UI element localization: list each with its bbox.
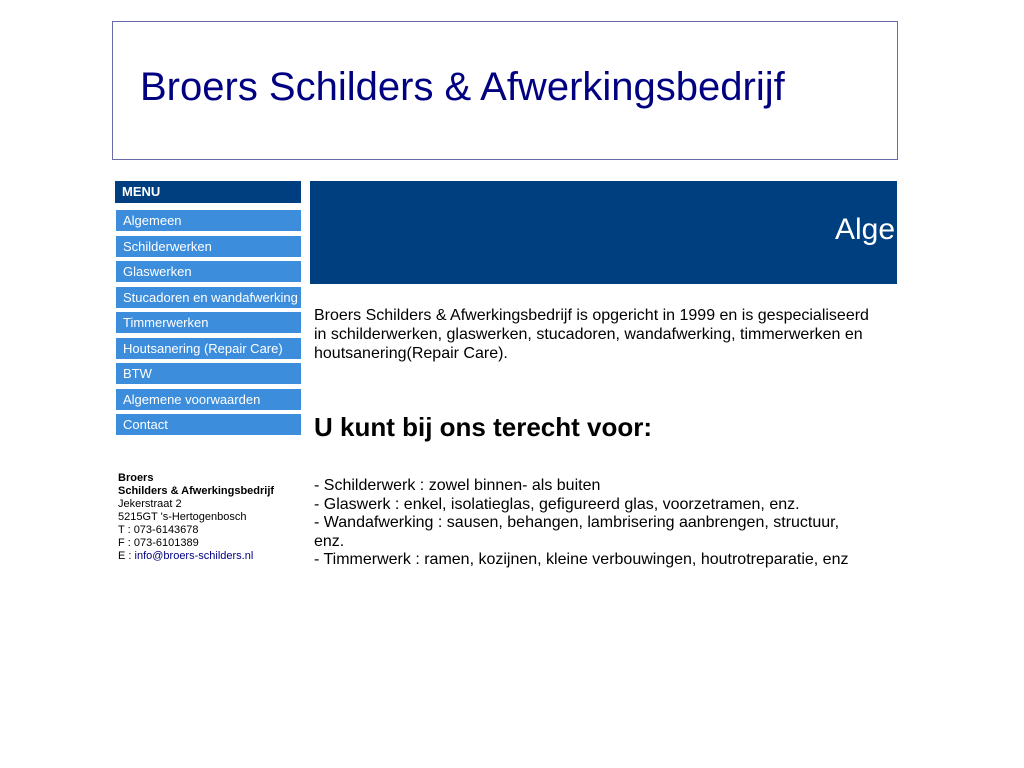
intro-text: Broers Schilders & Afwerkingsbedrijf is opgericht in 1999 en is gespecialiseerd in schilderwerken, glaswerken, stucadoren, wandafwerking, timmerwerken en houtsanering(Repair Care). [314,307,869,362]
phone: T : 073-6143678 [118,524,199,536]
banner-title: Algemeen [835,213,971,246]
menu-item-btw[interactable]: BTW [116,363,301,384]
menu-item-stucadoren[interactable]: Stucadoren en wandafwerking [116,287,301,308]
service-item: - Timmerwerk : ramen, kozijnen, kleine verbouwingen, houtrotreparatie, enz [314,551,849,568]
email-prefix: E : [118,550,135,562]
site-title: Broers Schilders & Afwerkingsbedrijf [140,65,785,109]
company-name-line2: Schilders & Afwerkingsbedrijf [118,485,275,497]
menu-heading: MENU [115,181,301,203]
service-item: - Glaswerk : enkel, isolatieglas, gefigureerd glas, voorzetramen, enz. [314,495,800,513]
menu-list [116,210,301,440]
company-address [118,472,274,563]
email-link[interactable]: info@broers-schilders.nl [134,550,254,562]
service-item: - Schilderwerk : zowel binnen- als buiten [314,477,601,494]
menu-item-houtsanering[interactable]: Houtsanering (Repair Care) [116,338,301,359]
menu-item-timmerwerken[interactable]: Timmerwerken [116,312,301,333]
services-list [314,477,859,570]
page-banner [310,181,971,284]
service-item: - Wandafwerking : sausen, behangen, lambrisering aanbrengen, structuur, enz. [314,514,840,550]
street: Jekerstraat 2 [118,498,182,510]
services-heading: U kunt bij ons terecht voor: [314,412,653,442]
menu-item-algemeen[interactable]: Algemeen [116,210,301,231]
header-box [112,21,898,160]
main-content [314,306,874,568]
fax: F : 073-6101389 [118,537,199,549]
menu-item-glaswerken[interactable]: Glaswerken [116,261,301,282]
email-line [118,550,274,563]
postal-city: 5215GT 's-Hertogenbosch [118,511,247,523]
menu-item-schilderwerken[interactable]: Schilderwerken [116,236,301,257]
company-name-line1: Broers [118,472,154,484]
menu-item-contact[interactable]: Contact [116,414,301,435]
menu-item-algemene-voorwaarden[interactable]: Algemene voorwaarden [116,389,301,410]
